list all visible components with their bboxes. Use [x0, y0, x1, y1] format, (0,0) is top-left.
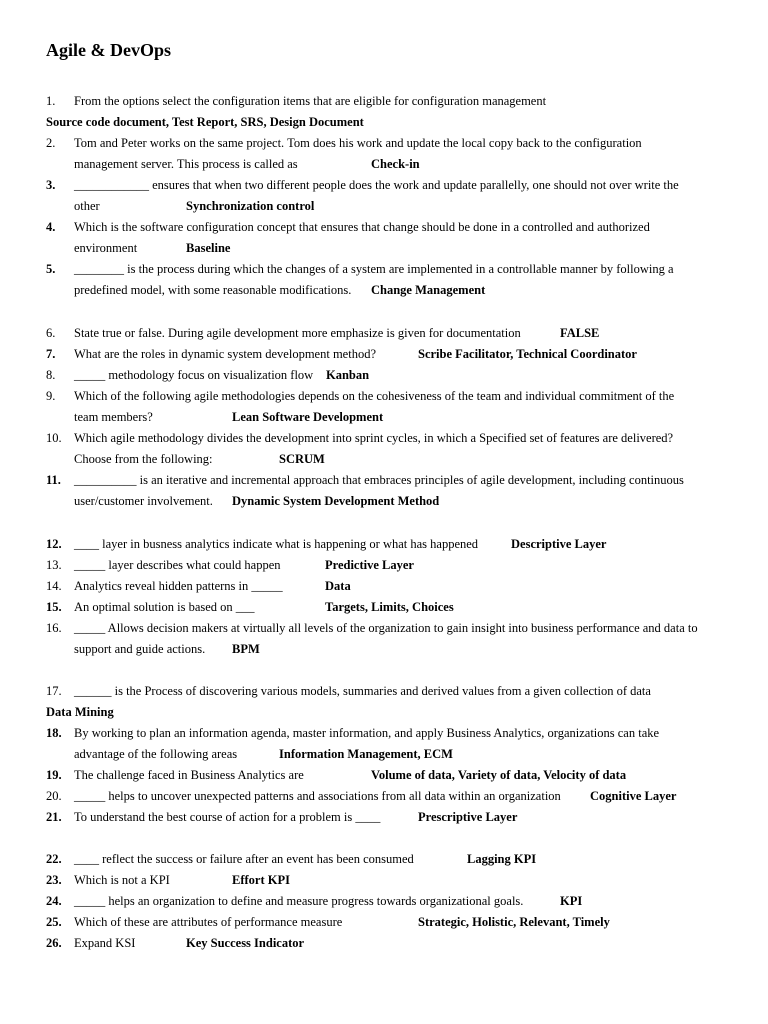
q23-answer: Effort KPI [232, 873, 290, 887]
q11-line2: user/customer involvement. [74, 494, 213, 508]
q23-number: 23. [46, 873, 62, 887]
q22-text: ____ reflect the success or failure after an event has been consumed [74, 852, 414, 866]
q5-answer: Change Management [371, 283, 486, 297]
q12-answer: Descriptive Layer [511, 537, 607, 551]
q20-answer: Cognitive Layer [590, 789, 677, 803]
q16-answer: BPM [232, 642, 260, 656]
q14-answer: Data [325, 579, 351, 593]
q24-answer: KPI [560, 894, 583, 908]
q17-number: 17. [46, 684, 62, 698]
q19-answer: Volume of data, Variety of data, Velocity of data [371, 768, 627, 782]
q18-number: 18. [46, 726, 62, 740]
q5-line2: predefined model, with some reasonable modifications. [74, 283, 352, 297]
q8-text: _____ methodology focus on visualization flow [74, 368, 314, 382]
q21-number: 21. [46, 810, 62, 824]
q25-number: 25. [46, 915, 62, 929]
q17-answer: Data Mining [46, 705, 114, 719]
q10-line2: Choose from the following: [74, 452, 213, 466]
q17-text: ______ is the Process of discovering various models, summaries and derived values from a given collection of data [74, 684, 651, 698]
q2-line2: management server. This process is called as [74, 157, 298, 171]
q25-text: Which of these are attributes of performance measure [74, 915, 343, 929]
q15-text: An optimal solution is based on ___ [74, 600, 255, 614]
q10-answer: SCRUM [279, 452, 325, 466]
q22-answer: Lagging KPI [467, 852, 537, 866]
q14-text: Analytics reveal hidden patterns in _____ [74, 579, 283, 593]
q4-number: 4. [46, 220, 56, 234]
q6-answer: FALSE [560, 326, 600, 340]
q8-answer: Kanban [326, 368, 370, 382]
q20-text: _____ helps to uncover unexpected patterns and associations from all data within an organization [74, 789, 561, 803]
q18-line2: advantage of the following areas [74, 747, 238, 761]
q3-number: 3. [46, 178, 56, 192]
q2-number: 2. [46, 136, 56, 150]
q2-line1: Tom and Peter works on the same project. Tom does his work and update the local copy back to the configuration [74, 136, 642, 150]
q5-number: 5. [46, 262, 56, 276]
q13-answer: Predictive Layer [325, 558, 414, 572]
q16-line1: _____ Allows decision makers at virtually all levels of the organization to gain insight into business performance and data to [74, 621, 698, 635]
q7-text: What are the roles in dynamic system development method? [74, 347, 376, 361]
q12-number: 12. [46, 537, 62, 551]
q9-answer: Lean Software Development [232, 410, 384, 424]
q21-answer: Prescriptive Layer [418, 810, 518, 824]
q6-number: 6. [46, 326, 56, 340]
q13-text: _____ layer describes what could happen [74, 558, 281, 572]
q21-text: To understand the best course of action for a problem is ____ [74, 810, 381, 824]
q3-line1: ____________ ensures that when two different people does the work and update parallelly, one should not over write the [74, 178, 679, 192]
q26-answer: Key Success Indicator [186, 936, 305, 950]
q14-number: 14. [46, 579, 62, 593]
q1-number: 1. [46, 94, 56, 108]
q9-line1: Which of the following agile methodologies depends on the cohesiveness of the team and individual commitment of the [74, 389, 675, 403]
q16-line2: support and guide actions. [74, 642, 206, 656]
q25-answer: Strategic, Holistic, Relevant, Timely [418, 915, 610, 929]
q13-number: 13. [46, 558, 62, 572]
q18-answer: Information Management, ECM [279, 747, 453, 761]
q23-text: Which is not a KPI [74, 873, 170, 887]
q7-answer: Scribe Facilitator, Technical Coordinator [418, 347, 637, 361]
q22-number: 22. [46, 852, 62, 866]
q6-text: State true or false. During agile development more emphasize is given for documentation [74, 326, 521, 340]
q1-answer: Source code document, Test Report, SRS, Design Document [46, 115, 364, 129]
q2-answer: Check-in [371, 157, 420, 171]
q11-answer: Dynamic System Development Method [232, 494, 440, 508]
q8-number: 8. [46, 368, 56, 382]
q15-number: 15. [46, 600, 62, 614]
q24-number: 24. [46, 894, 62, 908]
q26-number: 26. [46, 936, 62, 950]
q5-line1: ________ is the process during which the changes of a system are implemented in a controllable manner by following a [74, 262, 674, 276]
q24-text: _____ helps an organization to define and measure progress towards organizational goals. [74, 894, 524, 908]
q4-line1: Which is the software configuration concept that ensures that change should be done in a controlled and authorized [74, 220, 650, 234]
q1-text: From the options select the configuration items that are eligible for configuration management [74, 94, 547, 108]
q4-line2: environment [74, 241, 138, 255]
q26-text: Expand KSI [74, 936, 136, 950]
q16-number: 16. [46, 621, 62, 635]
q12-text: ____ layer in busness analytics indicate what is happening or what has happened [74, 537, 479, 551]
q11-number: 11. [46, 473, 61, 487]
q11-line1: __________ is an iterative and incremental approach that embraces principles of agile development, including continuous [74, 473, 684, 487]
q7-number: 7. [46, 347, 56, 361]
q9-line2: team members? [74, 410, 153, 424]
q4-answer: Baseline [186, 241, 231, 255]
q9-number: 9. [46, 389, 56, 403]
q10-number: 10. [46, 431, 62, 445]
q3-line2: other [74, 199, 100, 213]
q10-line1: Which agile methodology divides the development into sprint cycles, in which a Specified set of features are delivered? [74, 431, 674, 445]
q15-answer: Targets, Limits, Choices [325, 600, 454, 614]
q19-text: The challenge faced in Business Analytics are [74, 768, 304, 782]
q20-number: 20. [46, 789, 62, 803]
q3-answer: Synchronization control [186, 199, 315, 213]
q19-number: 19. [46, 768, 62, 782]
q18-line1: By working to plan an information agenda, master information, and apply Business Analytics, organizations can take [74, 726, 660, 740]
page-title: Agile & DevOps [46, 40, 171, 60]
